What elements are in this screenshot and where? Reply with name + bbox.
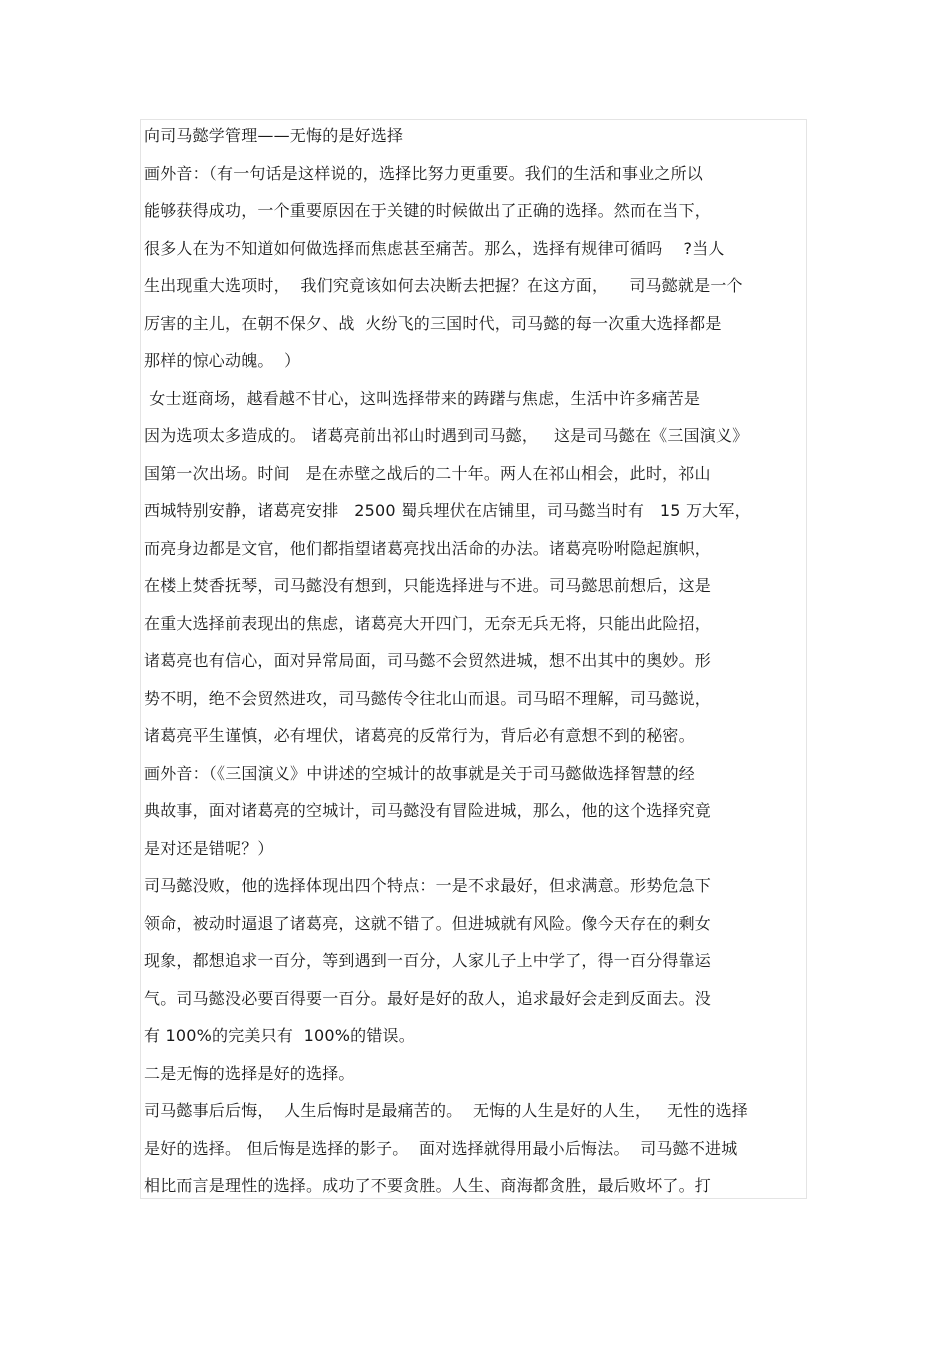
text-line: 是对还是错呢？） xyxy=(144,838,274,858)
text-line: 那样的惊心动魄。 ） xyxy=(144,351,301,370)
text-line: 司马懿事后后悔， 人生后悔时是最痛苦的。 无悔的人生是好的人生， 无性的选择 xyxy=(144,1101,749,1120)
text-line: 生出现重大选项时， 我们究竟该如何去决断去把握？在这方面， 司马懿就是一个 xyxy=(144,276,743,295)
document-title: 向司马懿学管理——无悔的是好选择 xyxy=(144,126,404,145)
text-line: 能够获得成功，一个重要原因在于关键的时候做出了正确的选择。然而在当下， xyxy=(144,201,712,220)
text-line: 二是无悔的选择是好的选择。 xyxy=(144,1063,355,1083)
text-line: 气。司马懿没必要百得要一百分。最好是好的敌人，追求最好会走到反面去。没 xyxy=(144,988,712,1008)
text-line: 现象，都想追求一百分，等到遇到一百分，人家儿子上中学了，得一百分得靠运 xyxy=(144,951,712,970)
text-line: 诸葛亮平生谨慎，必有埋伏，诸葛亮的反常行为，背后必有意想不到的秘密。 xyxy=(144,726,695,745)
text-line: 在楼上焚香抚琴，司马懿没有想到，只能选择进与不进。司马懿思前想后，这是 xyxy=(144,576,712,595)
document-body xyxy=(144,123,806,1211)
text-line: 女士逛商场，越看越不甘心，这叫选择带来的踌躇与焦虑，生活中许多痛苦是 xyxy=(144,388,701,408)
text-line: 在重大选择前表现出的焦虑，诸葛亮大开四门，无奈无兵无将，只能出此险招， xyxy=(144,613,712,633)
text-line: 相比而言是理性的选择。成功了不要贪胜。人生、商海都贪胜，最后败坏了。打 xyxy=(144,1176,712,1195)
text-line: 厉害的主儿，在朝不保夕、战 火纷飞的三国时代，司马懿的每一次重大选择都是 xyxy=(144,313,722,333)
text-line: 司马懿没败，他的选择体现出四个特点：一是不求最好，但求满意。形势危急下 xyxy=(144,876,712,895)
text-line: 画外音：（《三国演义》中讲述的空城计的故事就是关于司马懿做选择智慧的经 xyxy=(144,763,696,783)
text-line: 势不明，绝不会贸然进攻，司马懿传令往北山而退。司马昭不理解，司马懿说， xyxy=(144,688,712,708)
text-line: 因为选项太多造成的。 诸葛亮前出祁山时遇到司马懿， 这是司马懿在《三国演义》 xyxy=(144,426,749,445)
text-line: 典故事，面对诸葛亮的空城计，司马懿没有冒险进城，那么，他的这个选择究竟 xyxy=(144,801,712,820)
text-line: 画外音：（有一句话是这样说的，选择比努力更重要。我们的生活和事业之所以 xyxy=(144,163,704,183)
text-line: 是好的选择。 但后悔是选择的影子。 面对选择就得用最小后悔法。 司马懿不进城 xyxy=(144,1138,738,1158)
text-line: 而亮身边都是文官，他们都指望诸葛亮找出活命的办法。诸葛亮吩咐隐起旗帜， xyxy=(144,538,712,558)
text-line: 西城特别安静，诸葛亮安排 2500 蜀兵埋伏在店铺里，司马懿当时有 15 万大军， xyxy=(144,501,751,520)
text-line: 诸葛亮也有信心，面对异常局面，司马懿不会贸然进城，想不出其中的奥妙。形 xyxy=(144,651,712,670)
text-line: 有 100%的完美只有 100%的错误。 xyxy=(144,1026,415,1045)
text-line: 国第一次出场。时间 是在赤壁之战后的二十年。两人在祁山相会，此时，祁山 xyxy=(144,463,711,483)
text-line: 很多人在为不知道如何做选择而焦虑甚至痛苦。那么，选择有规律可循吗 ?当人 xyxy=(144,238,725,258)
text-line: 领命，被动时逼退了诸葛亮，这就不错了。但进城就有风险。像今天存在的剩女 xyxy=(144,913,712,933)
